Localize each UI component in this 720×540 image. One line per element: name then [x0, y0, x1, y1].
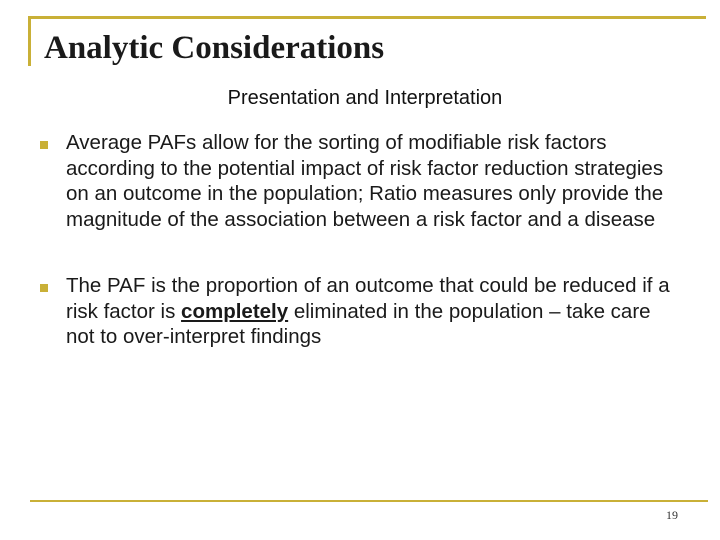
left-rule: [28, 16, 31, 66]
emphasized-word: completely: [181, 299, 289, 323]
square-bullet-icon: [40, 141, 48, 149]
page-number: 19: [666, 508, 678, 522]
square-bullet-icon: [40, 284, 48, 292]
bullet-item: [40, 273, 680, 350]
bottom-rule: [30, 500, 708, 502]
slide-title: Analytic Considerations: [44, 30, 385, 66]
bullet-item: [40, 130, 680, 232]
top-rule: [28, 16, 706, 19]
bullet-text: Average PAFs allow for the sorting of modifiable risk factors according to the potential impact of risk factor reduction strategies on an outcome in the population; Ratio measures only provide the magnitude of the association between a risk factor and a disease: [66, 131, 664, 231]
slide-subtitle: Presentation and Interpretation: [227, 87, 503, 109]
bullet-text-end: eliminated in the population – take care not to over-interpret findings: [66, 299, 651, 348]
bullet-list: [40, 130, 680, 391]
bullet-text-start: The PAF is the proportion of an outcome that could be reduced if a risk factor is: [66, 274, 670, 323]
